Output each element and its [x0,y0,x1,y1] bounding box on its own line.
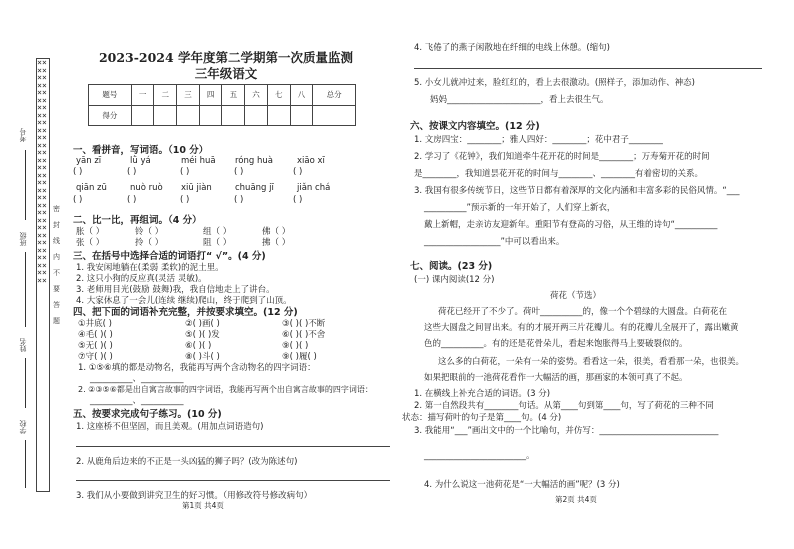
seal-char: 答 [53,301,60,309]
idiom-blank[interactable]: ⑤无( )( ) [78,341,113,351]
seal-char: 不 [53,269,60,277]
reading-question-blank[interactable]: ________________________。 [424,451,535,461]
answer-paren[interactable]: ( ) [73,167,83,177]
p2-item-5: 5. 小女儿就冲过来，脸红红的，看上去很激动。(照样子，添加动作、神态) [414,78,695,88]
score-cell[interactable] [290,105,313,126]
q3-item[interactable]: 2. 这只小狗的反应真(灵活 灵敏)。 [76,274,207,284]
seal-char: 线 [53,237,60,245]
pinyin: yān zī [76,156,102,166]
score-header-cell: 八 [290,85,313,106]
score-cell[interactable] [131,105,154,126]
pinyin: xiāo xī [297,156,325,166]
compare-word[interactable]: 佛（ ） [262,227,291,237]
q3-item[interactable]: 4. 大家休息了一会儿(连续 继续)爬山，终于爬到了山顶。 [76,296,292,306]
exam-no-label: 考号 [19,128,27,142]
compare-word[interactable]: 拂（ ） [262,238,291,248]
score-table [88,84,356,126]
pinyin: chuāng jī [235,183,274,193]
passage-title: 荷花（节选） [550,291,602,301]
q4-sub1: 1. ①⑤⑥填的都是动物名，我能再写两个含动物名的四字词语： [78,363,316,373]
score-table-header-row [89,85,356,106]
idiom-blank[interactable]: ⑦守( )( ) [78,352,113,362]
pinyin: lǜ yá [130,156,151,166]
pinyin: qiān zū [76,183,107,193]
score-cell[interactable] [177,105,200,126]
passage-line: 如果把眼前的一池荷花看作一大幅活的画，那画家的本领可真了不起。 [424,373,688,383]
reading-question[interactable]: 3. 我能用“___”画出文中的一个比喻句，并仿写：____________________________ [414,426,719,436]
idiom-blank[interactable]: ⑥( )( )不舍 [282,330,326,340]
score-cell[interactable] [154,105,177,126]
pinyin: jiǎn chá [297,183,331,193]
exam-subtitle: 三年级语文 [194,66,258,81]
score-table-score-row [89,105,356,126]
idiom-blank[interactable]: ④毛( )( ) [78,330,113,340]
score-cell[interactable] [222,105,245,126]
q6-line[interactable]: 是________，我知道昙花开花的时间与________、________有着密切的关系。 [414,169,704,179]
compare-word[interactable]: 铃（ ） [135,227,164,237]
score-header-cell: 二 [154,85,177,106]
score-header-cell: 一 [131,85,154,106]
seal-char: 要 [53,285,60,293]
q6-line[interactable]: __________________”中可以看出来。 [424,237,565,247]
score-header-cell: 五 [222,85,245,106]
q1-heading: 一、看拼音，写词语。（10 分） [73,145,209,156]
score-row-label: 得分 [89,105,132,126]
page-footer: 第2页 共4页 [555,495,597,504]
compare-word[interactable]: 胀（ ） [76,227,105,237]
seal-char: 密 [53,205,60,213]
q5-sentence-3: 3. 我们从小要做到讲究卫生的好习惯。（用修改符号修改病句） [76,491,313,501]
exam-no-line [25,150,26,220]
q6-line[interactable]: 3. 我国有很多传统节日，这些节日都有着深厚的文化内涵和丰富多彩的民俗风情。“___ [414,186,740,196]
answer-line[interactable] [76,446,390,447]
q6-line[interactable]: 戴上新帽，走亲访友迎新年。重阳节有登高的习俗，从王维的诗句“__________ [424,220,718,230]
score-cell[interactable] [199,105,222,126]
q3-item[interactable]: 1. 我安闲地躺在(柔弱 柔软)的泥土里。 [76,263,224,273]
q3-heading: 三、在括号中选择合适的词语打“ √”。(4 分) [73,251,266,262]
answer-paren[interactable]: ( ) [293,167,303,177]
answer-paren[interactable]: ( ) [73,195,83,205]
q4-heading: 四、把下面的词语补充完整，并按要求填空。(12 分) [73,307,298,318]
score-header-cell: 三 [177,85,200,106]
p2-item-5-blank[interactable]: 妈妈______________________，看上去很生气。 [430,95,609,105]
idiom-blank[interactable]: ③( )( )不断 [282,319,326,329]
idiom-blank[interactable]: ⑤( )( )发 [185,330,220,340]
idiom-blank[interactable]: ⑨( )( ) [282,341,309,351]
answer-paren[interactable]: ( ) [127,195,137,205]
q4-sub2-blank[interactable]: __________、__________ [90,396,184,406]
q7-heading: 七、阅读。(23 分) [410,261,493,272]
name-line [25,358,26,408]
answer-paren[interactable]: ( ) [234,195,244,205]
q2-heading: 二、比一比，再组词。（4 分） [73,215,202,226]
school-line [25,440,26,488]
pinyin: nuò ruò [130,183,163,193]
pinyin: róng huà [235,156,273,166]
q5-heading: 五、按要求完成句子练习。(10 分) [73,409,222,420]
reading-question[interactable]: 2. 第一自然段共有________句话。从第____句到第____句，写了荷花的三种不同 [414,401,714,411]
q4-sub2: 2. ②③⑤⑥都是出自寓言故事的四字词语，我能再写两个出自寓言故事的四字词语： [78,385,373,394]
idiom-blank[interactable]: ⑥( )( ) [185,341,212,351]
q6-heading: 六、按课文内容填空。(12 分) [410,121,540,132]
seal-char: 题 [53,317,60,325]
compare-word[interactable]: 张（ ） [76,238,105,248]
reading-question[interactable]: 状态：描写荷叶的句子是第____句。(4 分) [402,413,562,423]
score-header-cell: 七 [267,85,290,106]
q5-sentence-2: 2. 从鹿角后边来的不正是一头凶猛的狮子吗？(改为陈述句) [76,457,298,467]
seal-char: 封 [53,221,60,229]
answer-paren[interactable]: ( ) [293,195,303,205]
class-label: 班级 [19,232,27,246]
score-cell[interactable] [267,105,290,126]
reading-question: 4. 为什么说这一池荷花是“一大幅活的画”呢？(3 分) [424,480,620,490]
answer-line[interactable] [76,480,390,481]
score-cell[interactable] [245,105,268,126]
score-header-cell: 六 [245,85,268,106]
score-header-cell: 题号 [89,85,132,106]
idiom-blank[interactable]: ⑧( )斗( ) [185,352,220,362]
binding-x-column: ×××××××××××××××××××××××××××××××××××××××××××××××××××××××××××× [37,58,47,285]
score-header-cell: 四 [199,85,222,106]
q3-item[interactable]: 3. 老师用目光(鼓励 鼓舞)我，我自信地走上了讲台。 [76,285,275,295]
class-line [25,252,26,327]
score-cell[interactable] [313,105,356,126]
q4-sub1-blank[interactable]: __________、__________ [90,374,184,384]
school-label: 学校 [19,420,27,434]
answer-paren[interactable]: ( ) [234,167,244,177]
q5-sentence-1: 1. 这座桥不但坚固，而且美观。(用加点词语造句) [76,422,264,432]
exam-title: 2023-2024 学年度第二学期第一次质量监测 [98,50,354,65]
passage-line[interactable]: 荷花已经开了不少了。荷叶__________的，像一个个碧绿的大圆盘。白荷花在 [438,307,728,317]
answer-paren[interactable]: ( ) [180,167,190,177]
compare-word[interactable]: 组（ ） [203,227,232,237]
passage-line: 这些大圆盘之间冒出来。有的才展开两三片花瓣儿。有的花瓣儿全展开了，露出嫩黄 [424,323,739,333]
compare-word[interactable]: 阻（ ） [203,238,232,248]
reading-question: 1. 在横线上补充合适的词语。(3 分) [414,389,551,399]
seal-char: 内 [53,253,60,261]
idiom-blank[interactable]: ⑨( )履( ) [282,352,317,362]
page-footer: 第1页 共4页 [182,501,224,510]
name-label: 姓名 [19,338,27,352]
p2-item-4: 4. 飞倦了的燕子闲散地在纤细的电线上休憩。(缩句) [414,43,610,53]
q6-line[interactable]: 2. 学习了《花钟》，我们知道牵牛花开花的时间是________；万寿菊开花的时间 [414,152,710,162]
q7-subheading: (一) 课内阅读(12 分) [414,275,495,285]
answer-line[interactable] [414,68,762,69]
answer-paren[interactable]: ( ) [180,195,190,205]
passage-line[interactable]: 色的__________。有的还是花骨朵儿，看起来饱胀得马上要破裂似的。 [424,339,688,349]
pinyin: xiū jiàn [181,183,212,193]
q6-line[interactable]: 1. 文房四宝：________；雅人四好：________；花中君子________ [414,135,663,145]
compare-word[interactable]: 拎（ ） [135,238,164,248]
q6-line[interactable]: __________”预示新的一年开始了，人们穿上新衣， [424,203,616,213]
score-header-cell: 总分 [313,85,356,106]
passage-line: 这么多的白荷花，一朵有一朵的姿势。看看这一朵，很美，看看那一朵，也很美。 [438,357,745,367]
answer-paren[interactable]: ( ) [127,167,137,177]
idiom-blank[interactable]: ①井底( ) [78,319,112,329]
pinyin: méi huā [181,156,216,166]
idiom-blank[interactable]: ②( )画( ) [185,319,220,329]
